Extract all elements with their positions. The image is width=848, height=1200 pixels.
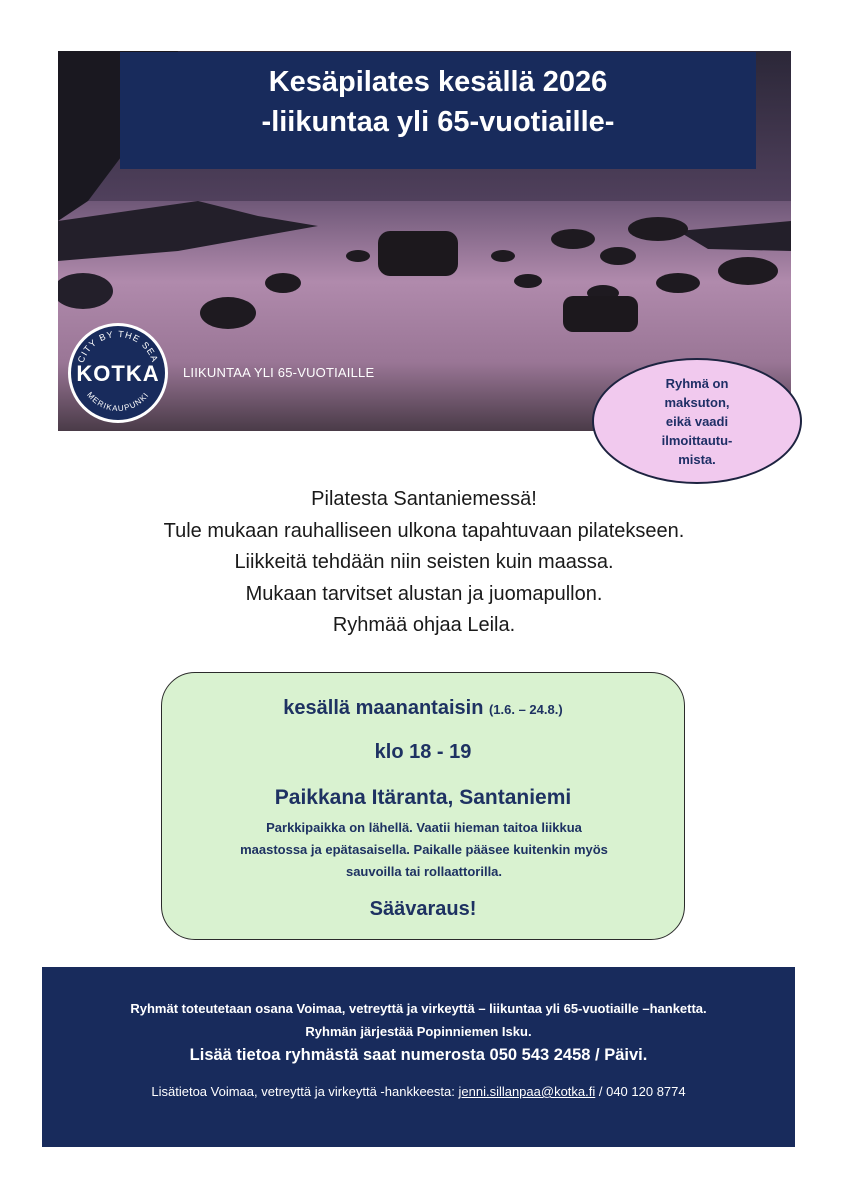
title-line-1: Kesäpilates kesällä 2026 [268, 66, 608, 98]
hero-caption: LIIKUNTAA YLI 65-VUOTIAILLE [183, 365, 375, 380]
intro-text [0, 484, 848, 642]
intro-line: Pilatesta Santaniemessä! [311, 488, 537, 510]
title-banner [120, 52, 756, 169]
access-info [182, 817, 666, 883]
footer-more-info [42, 1084, 795, 1099]
schedule-dates: (1.6. – 24.8.) [488, 702, 563, 717]
title-line-2: -liikuntaa yli 65-vuotiaille- [261, 106, 615, 138]
intro-line: Mukaan tarvitset alustan ja juomapullon. [245, 582, 603, 605]
footer-organizer-line: Ryhmän järjestää Popinniemen Isku. [305, 1024, 532, 1039]
logo-ring-top: CITY BY THE SEA [75, 328, 161, 365]
time: klo 18 - 19 [374, 741, 472, 763]
badge-line: maksuton, [664, 394, 730, 410]
kotka-logo [66, 321, 170, 425]
footer-contact-line: Lisää tietoa ryhmästä saat numerosta 050 543 2458 / Päivi. [189, 1046, 648, 1064]
intro-line: Ryhmää ohjaa Leila. [332, 614, 516, 636]
intro-line: Tule mukaan rauhalliseen ulkona tapahtuvaan pilatekseen. [163, 519, 685, 542]
location: Paikkana Itäranta, Santaniemi [274, 786, 572, 809]
footer [42, 967, 795, 1147]
logo-brand: KOTKA [76, 361, 160, 386]
access-line: sauvoilla tai rollaattorilla. [345, 864, 503, 879]
badge-line: ilmoittautu- [661, 432, 733, 448]
footer-phone: / 040 120 8774 [595, 1084, 686, 1099]
badge-line: Ryhmä on [665, 375, 729, 391]
badge-line: mista. [678, 451, 716, 467]
free-group-badge [592, 358, 802, 484]
badge-line: eikä vaadi [665, 413, 729, 429]
logo-ring-bottom: MERIKAUPUNKI [85, 390, 151, 414]
footer-more-info-prefix: Lisätietoa Voimaa, vetreyttä ja virkeyttä -hankkeesta: [151, 1084, 459, 1099]
email-link[interactable]: jenni.sillanpaa@kotka.fi [458, 1084, 596, 1099]
access-line: Parkkipaikka on lähellä. Vaatii hieman taitoa liikkua [266, 820, 582, 835]
details-box [161, 672, 685, 940]
schedule [162, 697, 684, 720]
access-line: maastossa ja epätasaisella. Paikalle pääsee kuitenkin myös [240, 842, 608, 857]
intro-line: Liikkeitä tehdään niin seisten kuin maassa. [234, 551, 614, 573]
footer-project-line: Ryhmät toteutetaan osana Voimaa, vetreyttä ja virkeyttä – liikuntaa yli 65-vuotiaille –hanketta. [130, 1001, 707, 1016]
weather-notice: Säävaraus! [369, 898, 477, 920]
schedule-day: kesällä maanantaisin [283, 697, 484, 719]
badge-text [652, 374, 742, 469]
